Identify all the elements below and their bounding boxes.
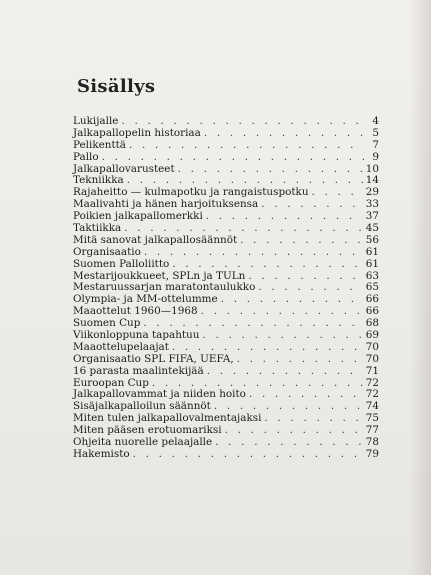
toc-entry — [73, 259, 379, 271]
toc-entry-title: Suomen Cup — [73, 317, 141, 330]
toc-entry-title: Organisaatio — [73, 245, 141, 258]
toc-entry-title: Jalkapallopelin historiaa — [73, 126, 201, 139]
page-title: Sisällys — [77, 76, 156, 97]
toc-entry-title: Hakemisto — [73, 447, 130, 460]
dot-leader — [144, 247, 363, 259]
toc-entry — [73, 449, 379, 461]
toc-entry-page: 74 — [365, 400, 379, 413]
toc-entry-page: 45 — [365, 222, 379, 235]
dot-leader — [225, 425, 363, 437]
toc-entry-title: Maalivahti ja hänen harjoituksensa — [73, 198, 259, 211]
toc-entry-page: 9 — [372, 150, 379, 163]
toc-entry-title: Jalkapallovarusteet — [73, 162, 175, 175]
dot-leader — [172, 259, 363, 271]
toc-entry-title: Sisäjalkapalloilun säännöt — [73, 400, 211, 413]
toc-entry-title: 16 parasta maalintekijää — [73, 364, 204, 377]
dot-leader — [312, 187, 363, 199]
toc-entry-page: 4 — [372, 115, 379, 127]
toc-entry-page: 69 — [365, 329, 379, 342]
toc-entry-title: Poikien jalkapallomerkki — [73, 210, 203, 223]
toc-entry-title: Viikonloppuna tapahtuu — [73, 329, 200, 342]
dot-leader — [240, 235, 363, 247]
toc-entry-page: 71 — [365, 364, 379, 377]
toc-entry-page: 70 — [365, 352, 379, 365]
toc-entry-title: Tekniikka — [73, 174, 124, 187]
toc-entry-page: 61 — [365, 257, 379, 270]
toc-entry — [73, 247, 379, 259]
toc-entry — [73, 140, 379, 152]
toc-entry-title: Euroopan Cup — [73, 376, 149, 389]
page-edge-shadow — [409, 0, 431, 575]
toc-entry-page: 66 — [365, 305, 379, 318]
dot-leader — [258, 282, 362, 294]
toc-entry-page: 72 — [365, 376, 379, 389]
toc-entry — [73, 354, 379, 366]
toc-entry-title: Organisaatio SPL FIFA, UEFA, — [73, 352, 234, 365]
toc-entry-title: Rajaheitto — kulmapotku ja rangaistuspotku — [73, 186, 309, 199]
toc-entry-page: 37 — [365, 210, 379, 223]
dot-leader — [204, 128, 364, 140]
toc-entry-title: Pelikenttä — [73, 138, 127, 151]
dot-leader — [207, 366, 363, 378]
dot-leader — [237, 354, 363, 366]
toc-entry-title: Jalkapallovammat ja niiden hoito — [73, 388, 246, 401]
dot-leader — [248, 271, 362, 283]
dot-leader — [202, 330, 362, 342]
dot-leader — [102, 152, 364, 164]
toc-entry-page: 5 — [372, 126, 379, 139]
toc-entry-page: 72 — [365, 388, 379, 401]
table-of-contents — [73, 116, 379, 461]
toc-entry-page: 65 — [365, 281, 379, 294]
toc-entry-page: 79 — [365, 447, 379, 460]
toc-entry-page: 70 — [365, 340, 379, 353]
toc-entry-title: Mitä sanovat jalkapallosäännöt — [73, 233, 238, 246]
toc-entry-page: 66 — [365, 293, 379, 306]
dot-leader — [221, 294, 363, 306]
dot-leader — [206, 211, 363, 223]
toc-entry — [73, 128, 379, 140]
toc-entry-title: Maaottelupelaajat — [73, 340, 169, 353]
toc-entry-title: Mestaruussarjan maratontaulukko — [73, 281, 256, 294]
toc-entry — [73, 366, 379, 378]
toc-entry-title: Mestarijoukkueet, SPLn ja TULn — [73, 269, 246, 282]
dot-leader — [133, 449, 363, 461]
toc-entry-title: Olympia- ja MM-ottelumme — [73, 293, 218, 306]
toc-entry-page: 56 — [365, 233, 379, 246]
toc-entry-page: 61 — [365, 245, 379, 258]
toc-entry-page: 77 — [365, 424, 379, 437]
toc-entry-title: Maaottelut 1960—1968 — [73, 305, 198, 318]
dot-leader — [249, 389, 363, 401]
dot-leader — [264, 413, 362, 425]
toc-entry-title: Lukijalle — [73, 115, 119, 127]
dot-leader — [215, 437, 363, 449]
toc-entry — [73, 152, 379, 164]
toc-entry-page: 68 — [365, 317, 379, 330]
toc-entry-page: 63 — [365, 269, 379, 282]
toc-entry-page: 29 — [365, 186, 379, 199]
toc-entry-page: 14 — [365, 174, 379, 187]
toc-entry-page: 7 — [372, 138, 379, 151]
toc-entry-title: Taktiikka — [73, 222, 122, 235]
toc-entry — [73, 235, 379, 247]
toc-entry-title: Pallo — [73, 150, 99, 163]
toc-entry-page: 75 — [365, 412, 379, 425]
toc-entry-page: 10 — [365, 162, 379, 175]
dot-leader — [201, 306, 363, 318]
dot-leader — [178, 164, 363, 176]
toc-entry-title: Miten pääsen erotuomariksi — [73, 424, 222, 437]
toc-entry-page: 78 — [365, 436, 379, 449]
toc-entry-title: Ohjeita nuorelle pelaajalle — [73, 436, 213, 449]
dot-leader — [261, 199, 363, 211]
toc-entry-title: Suomen Palloliitto — [73, 257, 170, 270]
toc-entry-title: Miten tulen jalkapallovalmentajaksi — [73, 412, 262, 425]
toc-entry-page: 33 — [365, 198, 379, 211]
dot-leader — [129, 140, 364, 152]
